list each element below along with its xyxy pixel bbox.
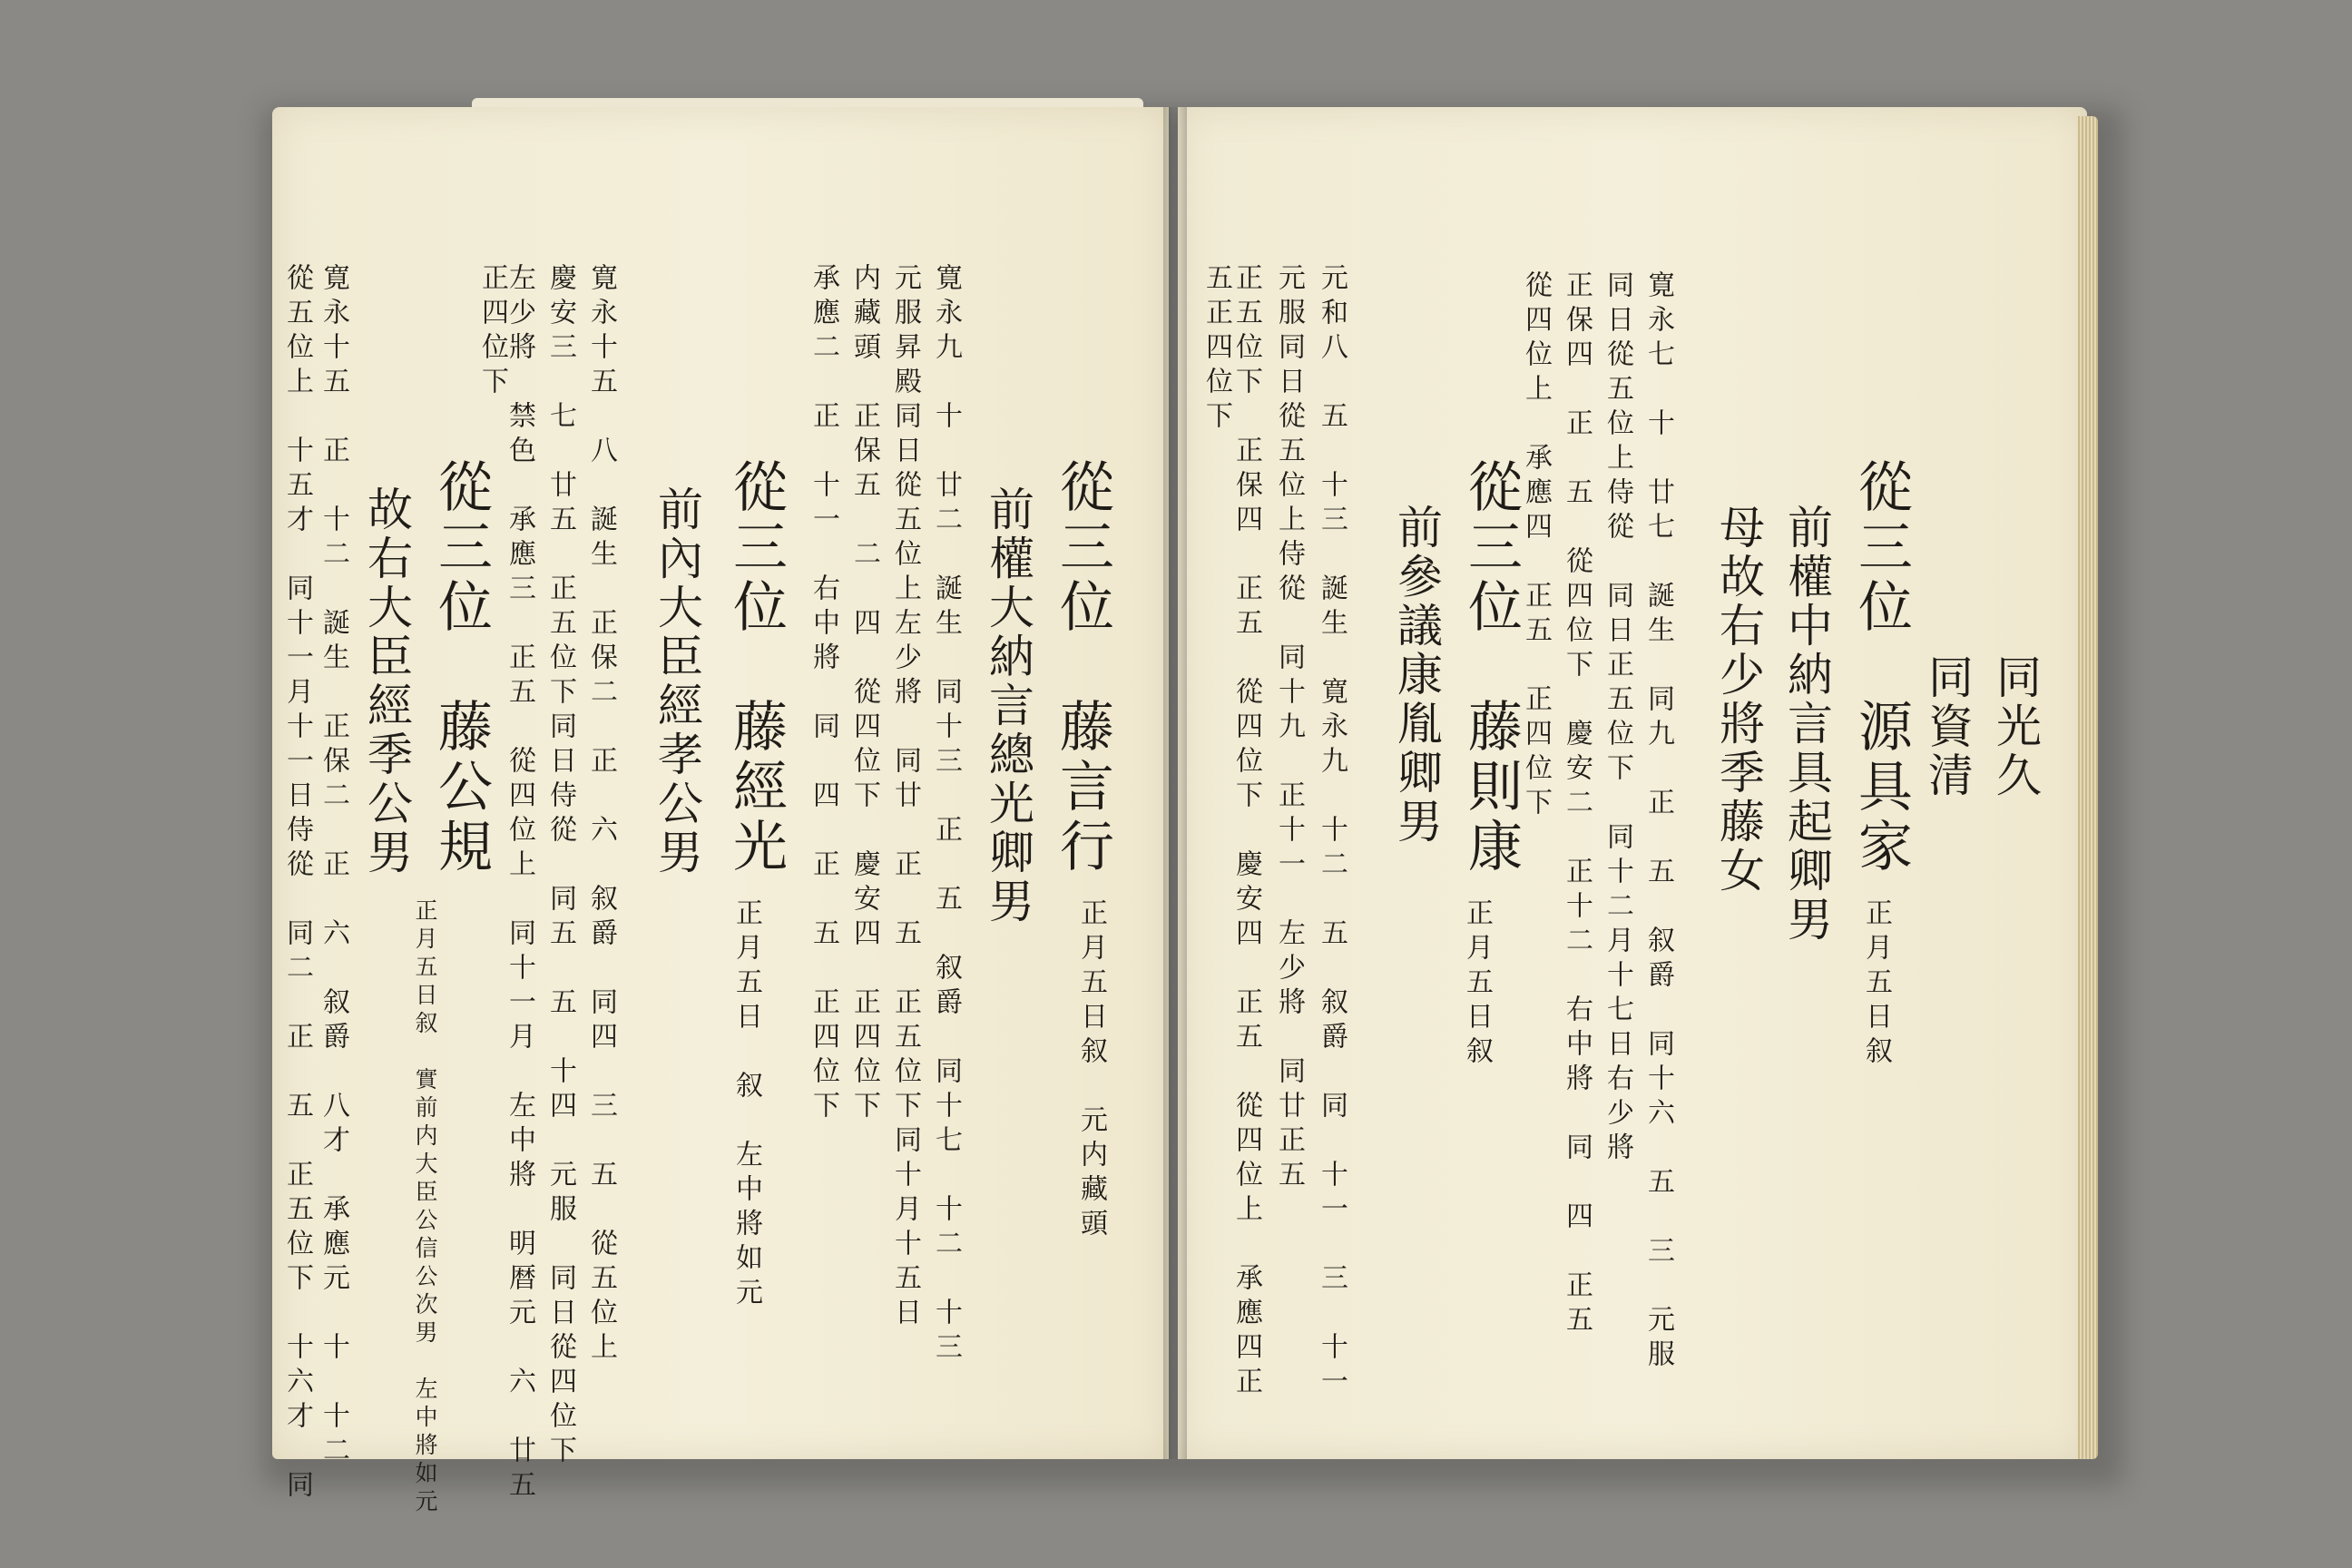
left-col-02: 前權大納言總光卿男 (982, 485, 1034, 926)
left-col-15: 從三位 藤公規 (429, 458, 493, 877)
right-col-16: 正五位下 正保四 正五 從四位下 慶安四 正五 從四位上 承應四正 (1230, 263, 1262, 1401)
right-col-03: 從三位 源具家 (1849, 458, 1913, 877)
left-col-16: 故右大臣經季公男 (360, 485, 413, 877)
left-col-12: 慶安三 七 廿五 正五位下同日侍從 同五 五 十四 元服 同日從四位下 (544, 263, 576, 1470)
right-col-04: 前權中納言具起卿男 (1780, 504, 1833, 945)
right-col-07: 同日從五位上侍從 同日正五位下 同十二月十七日右少將 (1602, 270, 1633, 1167)
book-gutter (1163, 107, 1187, 1459)
right-col-05: 母故右少將季藤女 (1712, 504, 1765, 896)
right-col-02: 同資清 (1921, 653, 1974, 800)
left-col-01: 從三位 藤言行 (1051, 458, 1114, 877)
right-col-06: 寛永七 十 廿七 誕生 同九 正 五 叙爵 同十六 五 三 元服 (1642, 270, 1674, 1374)
right-col-10: 正月五日叙 (1860, 898, 1892, 1071)
left-col-17: 正月五日叙 實前内大臣公信公次男 左中將如元 (412, 898, 438, 1517)
left-col-18: 寛永十五 正 十二 誕生 正保二 正 六 叙爵 八才 承應元 十 十二 (318, 263, 349, 1470)
page-block-edge (2078, 116, 2098, 1459)
right-col-09: 從四位上 承應四 正五 正四位下 (1520, 270, 1552, 822)
right-col-01: 同光久 (1989, 653, 2042, 800)
left-col-07: 承應二 正 十一 右中將 同 四 正 五 正四位下 (808, 263, 839, 1125)
left-col-09: 前內大臣經孝公男 (651, 485, 703, 877)
right-col-08: 正保四 正 五 從四位下 慶安二 正十二 右中將 同 四 正五 (1561, 270, 1592, 1339)
right-col-11: 從三位 藤則康 (1459, 458, 1523, 877)
left-col-13: 左少將 禁色 承應三 正五 從四位上 同十一月 左中將 明暦元 六 廿五 (504, 263, 535, 1504)
left-col-08: 從三位 藤經光 (724, 458, 788, 877)
right-col-17: 五正四位下 (1200, 263, 1232, 436)
right-col-15: 元服同日從五位上侍從 同十九 正十一 左少將 同廿正五 (1273, 263, 1305, 1194)
right-col-13: 正月五日叙 (1461, 898, 1493, 1071)
left-col-03: 正月五日叙 元内藏頭 (1075, 898, 1107, 1243)
left-col-11: 寛永十五 八 誕生 正保二 正 六 叙爵 同四 三 五 從五位上 (585, 263, 617, 1367)
left-col-04: 寛永九 十 廿二 誕生 同十三 正 五 叙爵 同十七 十二 十三 (930, 263, 962, 1367)
left-col-10: 正月五日 叙 左中將如元 (730, 898, 762, 1312)
right-col-12: 前參議康胤卿男 (1390, 504, 1443, 847)
left-col-19: 從五位上 十五才 同十一月十一日侍從 同二 正 五 正五位下 十六才 同 (281, 263, 313, 1504)
left-col-14: 正四位下 (476, 263, 508, 401)
left-col-06: 内藏頭 正保五 二 四 從四位下 慶安四 正四位下 (848, 263, 880, 1125)
left-col-05: 元服昇殿同日從五位上左少將 同廿 正 五 正五位下同十月十五日 (889, 263, 921, 1332)
right-col-14: 元和八 五 十三 誕生 寛永九 十二 五 叙爵 同 十一 三 十一 (1316, 263, 1348, 1401)
